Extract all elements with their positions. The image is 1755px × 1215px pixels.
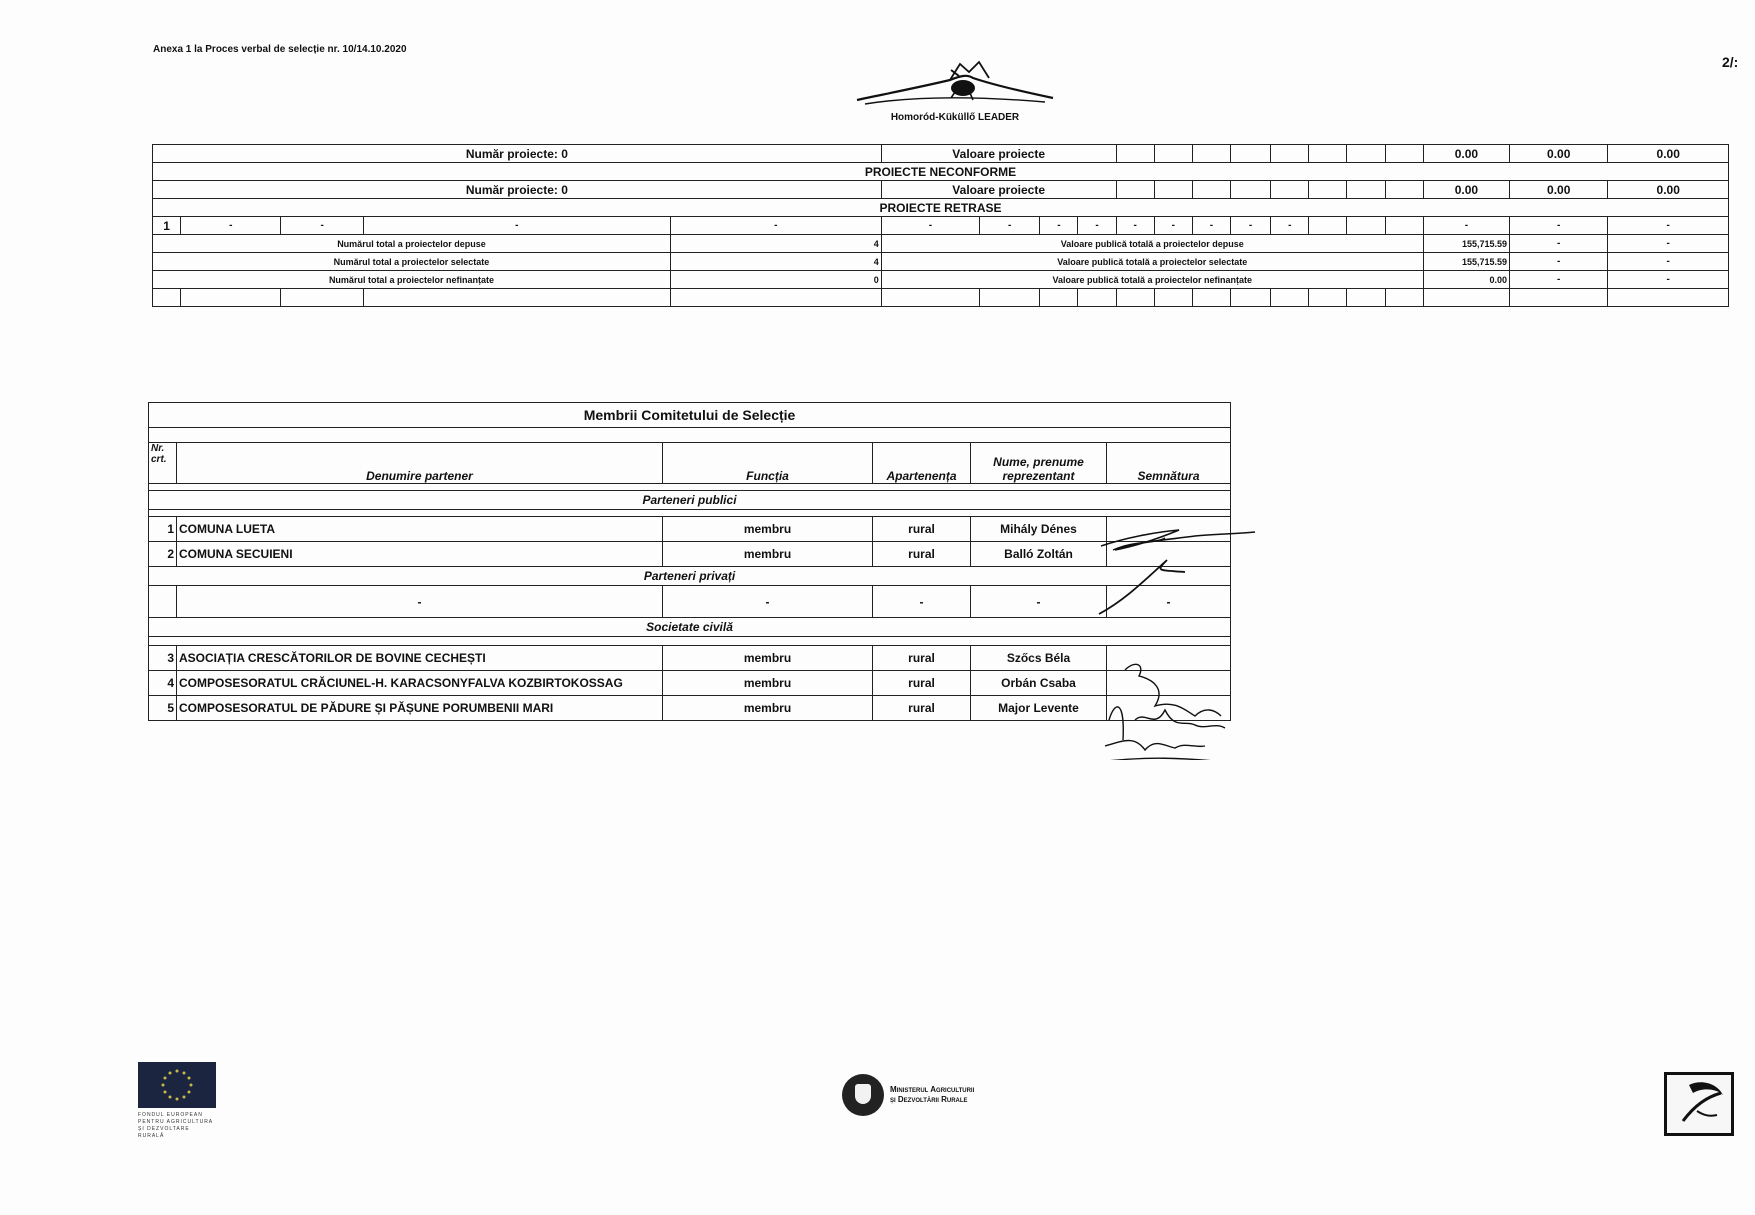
member-nr: 3 [149, 646, 177, 671]
leader-logo [1664, 1072, 1734, 1136]
total-dash: - [1510, 253, 1608, 271]
total-label: Numărul total a proiectelor depuse [153, 235, 671, 253]
handwritten-signatures [1095, 510, 1265, 760]
member-nr: 5 [149, 696, 177, 721]
header-partner: Denumire partener [177, 443, 663, 484]
total-dash: - [1608, 271, 1729, 289]
page-number: 2/: [1722, 54, 1739, 70]
member-representative: Major Levente [971, 696, 1107, 721]
ministry-name-line1: Ministerul Agriculturii [890, 1085, 975, 1094]
row-number: 1 [153, 217, 181, 235]
member-nr: 4 [149, 671, 177, 696]
member-partner: ASOCIAȚIA CRESCĂTORILOR DE BOVINE CECHEȘTI [177, 646, 663, 671]
member-row [149, 646, 1231, 671]
total-dash: - [1510, 235, 1608, 253]
dash-cell: - [1192, 217, 1230, 235]
member-membership: rural [873, 696, 971, 721]
dash-cell: - [181, 217, 281, 235]
project-count: Număr proiecte: 0 [153, 145, 882, 163]
dash-cell: - [1510, 217, 1608, 235]
eu-logo [138, 1062, 218, 1140]
member-partner: COMUNA LUETA [177, 517, 663, 542]
member-row [149, 517, 1231, 542]
projects-summary-table [152, 144, 1729, 307]
empty-row [153, 289, 1729, 307]
member-membership: rural [873, 542, 971, 567]
dash-cell: - [1078, 217, 1116, 235]
total-label: Numărul total a proiectelor selectate [153, 253, 671, 271]
dash-cell: - [1116, 217, 1154, 235]
project-value-2: 0.00 [1510, 181, 1608, 199]
withdrawn-row [153, 217, 1729, 235]
member-nr: 1 [149, 517, 177, 542]
rejected-count-row [153, 145, 1729, 163]
committee-header-row [149, 443, 1231, 484]
ministry-logo [842, 1074, 1042, 1116]
dash-cell: - [980, 217, 1040, 235]
section-withdrawn-heading: PROIECTE RETRASE [153, 199, 1729, 217]
header-signature: Semnătura [1107, 443, 1231, 484]
member-membership: - [873, 586, 971, 618]
total-value-label: Valoare publică totală a proiectelor selectate [881, 253, 1423, 271]
leader-emblem-icon [1667, 1075, 1731, 1133]
total-dash: - [1510, 271, 1608, 289]
member-partner: COMPOSESORATUL DE PĂDURE ȘI PĂȘUNE PORUMBENII MARI [177, 696, 663, 721]
gal-logo-text: Homoród-Küküllő LEADER [890, 112, 1020, 123]
signature-1 [1101, 530, 1255, 550]
dash-cell: - [1423, 217, 1509, 235]
member-partner: COMUNA SECUIENI [177, 542, 663, 567]
mountain-stork-logo-icon [855, 56, 1055, 114]
signature-2 [1099, 560, 1185, 614]
total-value: 0.00 [1423, 271, 1509, 289]
selection-committee-table [148, 402, 1231, 721]
dash-cell: - [1154, 217, 1192, 235]
dash-cell: - [1608, 217, 1729, 235]
gal-logo [850, 56, 1060, 130]
member-function: membru [663, 696, 873, 721]
committee-title: Membrii Comitetului de Selecție [149, 403, 1231, 428]
member-representative: Mihály Dénes [971, 517, 1107, 542]
spacer-row [149, 428, 1231, 443]
total-label: Numărul total a proiectelor nefinanțate [153, 271, 671, 289]
member-function: membru [663, 517, 873, 542]
member-row [149, 586, 1231, 618]
header-function: Funcția [663, 443, 873, 484]
member-row [149, 542, 1231, 567]
section-public-partners: Parteneri publici [149, 491, 1231, 510]
section-civil-society: Societate civilă [149, 618, 1231, 637]
member-row [149, 671, 1231, 696]
total-dash: - [1608, 235, 1729, 253]
total-count: 0 [670, 271, 881, 289]
header-representative: Nume, prenume reprezentant [971, 443, 1107, 484]
romanian-coat-of-arms-icon [842, 1074, 884, 1116]
signature-5 [1099, 741, 1225, 761]
totals-row [153, 253, 1729, 271]
totals-row [153, 235, 1729, 253]
dash-cell: - [281, 217, 363, 235]
section-private-partners: Parteneri privați [149, 567, 1231, 586]
section-nonconform-heading: PROIECTE NECONFORME [153, 163, 1729, 181]
total-value: 155,715.59 [1423, 253, 1509, 271]
total-value: 155,715.59 [1423, 235, 1509, 253]
total-count: 4 [670, 253, 881, 271]
member-function: membru [663, 542, 873, 567]
project-value-2: 0.00 [1510, 145, 1608, 163]
eu-flag-icon [138, 1062, 216, 1108]
member-representative: Balló Zoltán [971, 542, 1107, 567]
project-value-label: Valoare proiecte [881, 145, 1116, 163]
member-representative: Orbán Csaba [971, 671, 1107, 696]
member-membership: rural [873, 671, 971, 696]
member-membership: rural [873, 517, 971, 542]
project-count: Număr proiecte: 0 [153, 181, 882, 199]
dash-cell: - [881, 217, 979, 235]
member-representative: Szőcs Béla [971, 646, 1107, 671]
header-nr: Nr. crt. [149, 443, 177, 484]
member-function: membru [663, 646, 873, 671]
project-value-1: 0.00 [1423, 181, 1509, 199]
project-value-label: Valoare proiecte [881, 181, 1116, 199]
ministry-name-line2: și Dezvoltării Rurale [890, 1095, 968, 1104]
project-value-3: 0.00 [1608, 145, 1729, 163]
project-value-3: 0.00 [1608, 181, 1729, 199]
total-value-label: Valoare publică totală a proiectelor depuse [881, 235, 1423, 253]
dash-cell: - [1040, 217, 1078, 235]
spacer-row [149, 510, 1231, 517]
project-value-1: 0.00 [1423, 145, 1509, 163]
totals-row [153, 271, 1729, 289]
member-partner: COMPOSESORATUL CRĂCIUNEL-H. KARACSONYFALVA KOZBIRTOKOSSAG [177, 671, 663, 696]
member-partner: - [177, 586, 663, 618]
total-value-label: Valoare publică totală a proiectelor nefinanțate [881, 271, 1423, 289]
dash-cell: - [1231, 217, 1271, 235]
signature-3 [1125, 664, 1221, 716]
document-annex-note: Anexa 1 la Proces verbal de selecție nr. 10/14.10.2020 [153, 44, 407, 55]
eu-caption: FONDUL EUROPEAN PENTRU AGRICULTURA ȘI DEZVOLTARE RURALĂ [138, 1112, 213, 1139]
member-signature: - [1107, 586, 1231, 618]
header-membership: Apartenența [873, 443, 971, 484]
member-membership: rural [873, 646, 971, 671]
member-nr: 2 [149, 542, 177, 567]
nonconform-count-row [153, 181, 1729, 199]
member-function: membru [663, 671, 873, 696]
member-function: - [663, 586, 873, 618]
spacer-row [149, 484, 1231, 491]
dash-cell: - [363, 217, 670, 235]
member-row [149, 696, 1231, 721]
dash-cell: - [1271, 217, 1309, 235]
total-count: 4 [670, 235, 881, 253]
member-representative: - [971, 586, 1107, 618]
total-dash: - [1608, 253, 1729, 271]
signature-4 [1109, 707, 1225, 740]
dash-cell: - [670, 217, 881, 235]
spacer-row [149, 637, 1231, 646]
